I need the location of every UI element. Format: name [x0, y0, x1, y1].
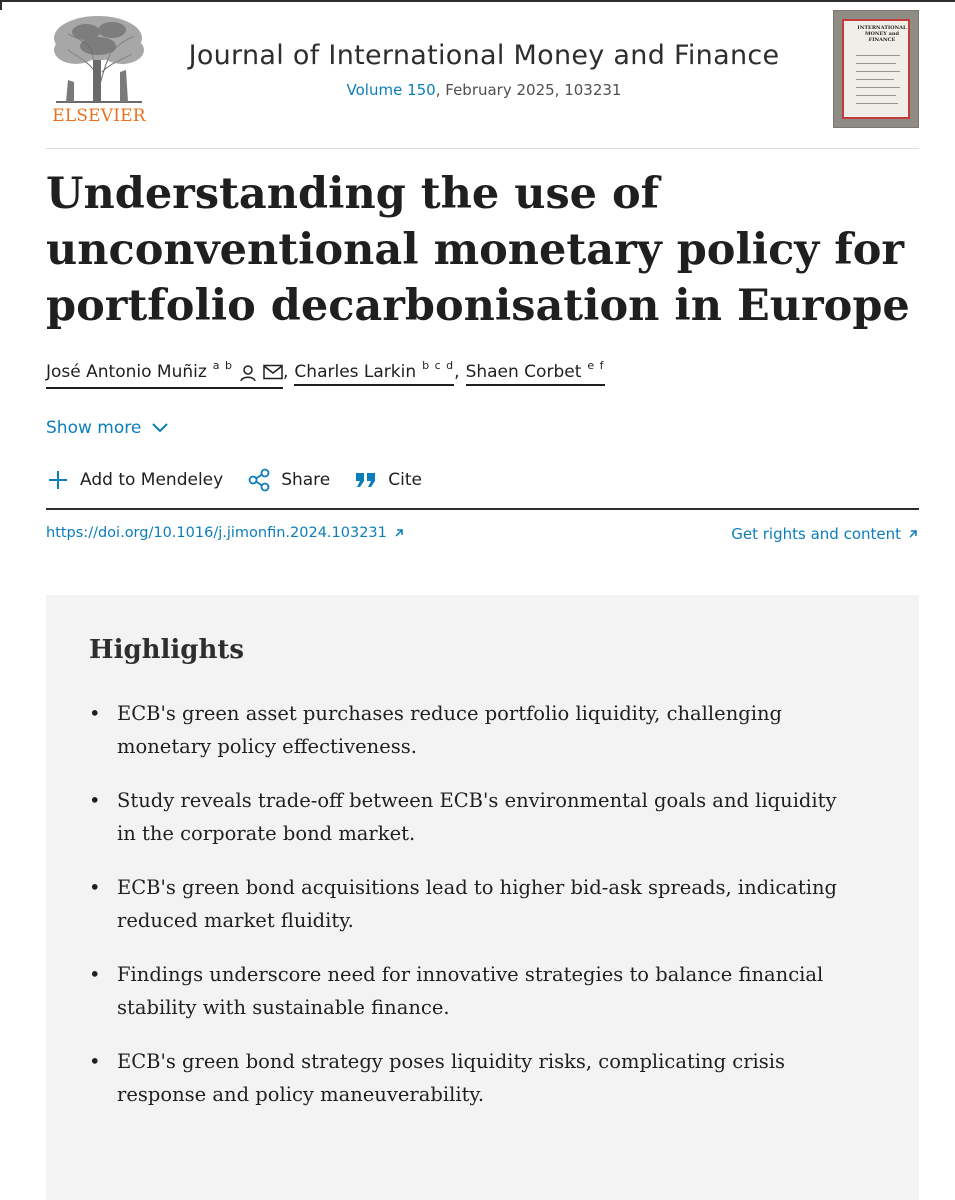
- show-more-button[interactable]: [46, 418, 169, 438]
- share-label: Share: [281, 470, 331, 490]
- author-link[interactable]: [46, 359, 283, 389]
- author-affiliations: b c d: [422, 359, 455, 372]
- highlights-list: [89, 697, 849, 1132]
- external-link-icon: [393, 527, 405, 539]
- author-name: Shaen Corbet: [465, 362, 582, 382]
- highlights-box: [46, 595, 919, 1200]
- cover-line: [856, 55, 900, 56]
- share-button[interactable]: [247, 468, 330, 492]
- highlight-text: ECB's green bond acquisitions lead to higher bid-ask spreads, indicating reduced market fluidity.: [117, 876, 838, 932]
- plus-icon: [46, 468, 70, 492]
- doi-link[interactable]: [46, 525, 405, 541]
- journal-header: [46, 10, 919, 140]
- doi-text: https://doi.org/10.1016/j.jimonfin.2024.103231: [46, 525, 387, 541]
- author-name: José Antonio Muñiz: [46, 362, 207, 382]
- bullet: •: [89, 1050, 101, 1073]
- bullet: •: [89, 876, 101, 899]
- actions-divider: [46, 508, 919, 510]
- elsevier-tree-icon: [46, 10, 152, 106]
- external-link-icon: [907, 528, 919, 540]
- share-icon: [247, 468, 271, 492]
- journal-info: [164, 40, 804, 99]
- cover-line: [856, 87, 900, 88]
- highlight-item: [89, 784, 849, 850]
- author-affiliations: a b: [212, 359, 234, 372]
- highlight-text: ECB's green bond strategy poses liquidity risks, complicating crisis response and policy maneuverability.: [117, 1050, 785, 1106]
- journal-title[interactable]: Journal of International Money and Finance: [188, 40, 780, 71]
- cover-line: [856, 95, 896, 96]
- journal-cover-thumbnail[interactable]: [833, 10, 919, 128]
- cover-line: [856, 63, 896, 64]
- author-link[interactable]: [465, 359, 605, 386]
- highlight-item: [89, 958, 849, 1024]
- get-rights-link[interactable]: [731, 525, 919, 543]
- highlight-text: Study reveals trade-off between ECB's environmental goals and liquidity in the corporate bond market.: [117, 789, 837, 845]
- bullet: •: [89, 702, 101, 725]
- top-rule-mark: [0, 0, 2, 10]
- author-name: Charles Larkin: [294, 362, 417, 382]
- author-link[interactable]: [294, 359, 455, 386]
- author-affiliations: e f: [587, 359, 605, 372]
- envelope-icon: [263, 364, 283, 385]
- author-list: [46, 359, 605, 392]
- article-title: Understanding the use of unconventional monetary policy for portfolio decarbonisation in Europe: [46, 169, 910, 331]
- header-divider: [46, 148, 919, 149]
- elsevier-wordmark: ELSEVIER: [52, 106, 146, 126]
- elsevier-logo[interactable]: [46, 10, 152, 132]
- show-more-label: Show more: [46, 418, 142, 438]
- top-rule: [0, 0, 955, 2]
- bullet: •: [89, 963, 101, 986]
- bullet: •: [89, 789, 101, 812]
- cite-button[interactable]: [354, 468, 422, 492]
- highlights-heading: Highlights: [89, 635, 245, 665]
- volume-link[interactable]: Volume 150: [346, 81, 436, 99]
- get-rights-text: Get rights and content: [731, 525, 901, 543]
- highlight-text: ECB's green asset purchases reduce portfolio liquidity, challenging monetary policy effectiveness.: [117, 702, 783, 758]
- add-to-mendeley-label: Add to Mendeley: [80, 470, 224, 490]
- issue-details: , February 2025, 103231: [435, 81, 622, 99]
- cover-line: [856, 79, 894, 80]
- highlight-item: [89, 1045, 849, 1111]
- article-actions: [46, 468, 446, 492]
- cite-label: Cite: [388, 470, 422, 490]
- add-to-mendeley-button[interactable]: [46, 468, 223, 492]
- cover-title: INTERNATIONAL MONEY and FINANCE: [857, 25, 907, 43]
- highlight-text: Findings underscore need for innovative strategies to balance financial stability with sustainable finance.: [117, 963, 824, 1019]
- quote-icon: [354, 468, 378, 492]
- cover-line: [856, 71, 900, 72]
- highlight-item: [89, 697, 849, 763]
- author-separator: ,: [454, 362, 460, 382]
- chevron-down-icon: [151, 422, 169, 434]
- highlight-item: [89, 871, 849, 937]
- journal-issue: [164, 81, 804, 99]
- author-separator: ,: [283, 362, 289, 382]
- cover-inner: [842, 19, 910, 119]
- person-icon: [239, 364, 257, 387]
- cover-line: [856, 103, 898, 104]
